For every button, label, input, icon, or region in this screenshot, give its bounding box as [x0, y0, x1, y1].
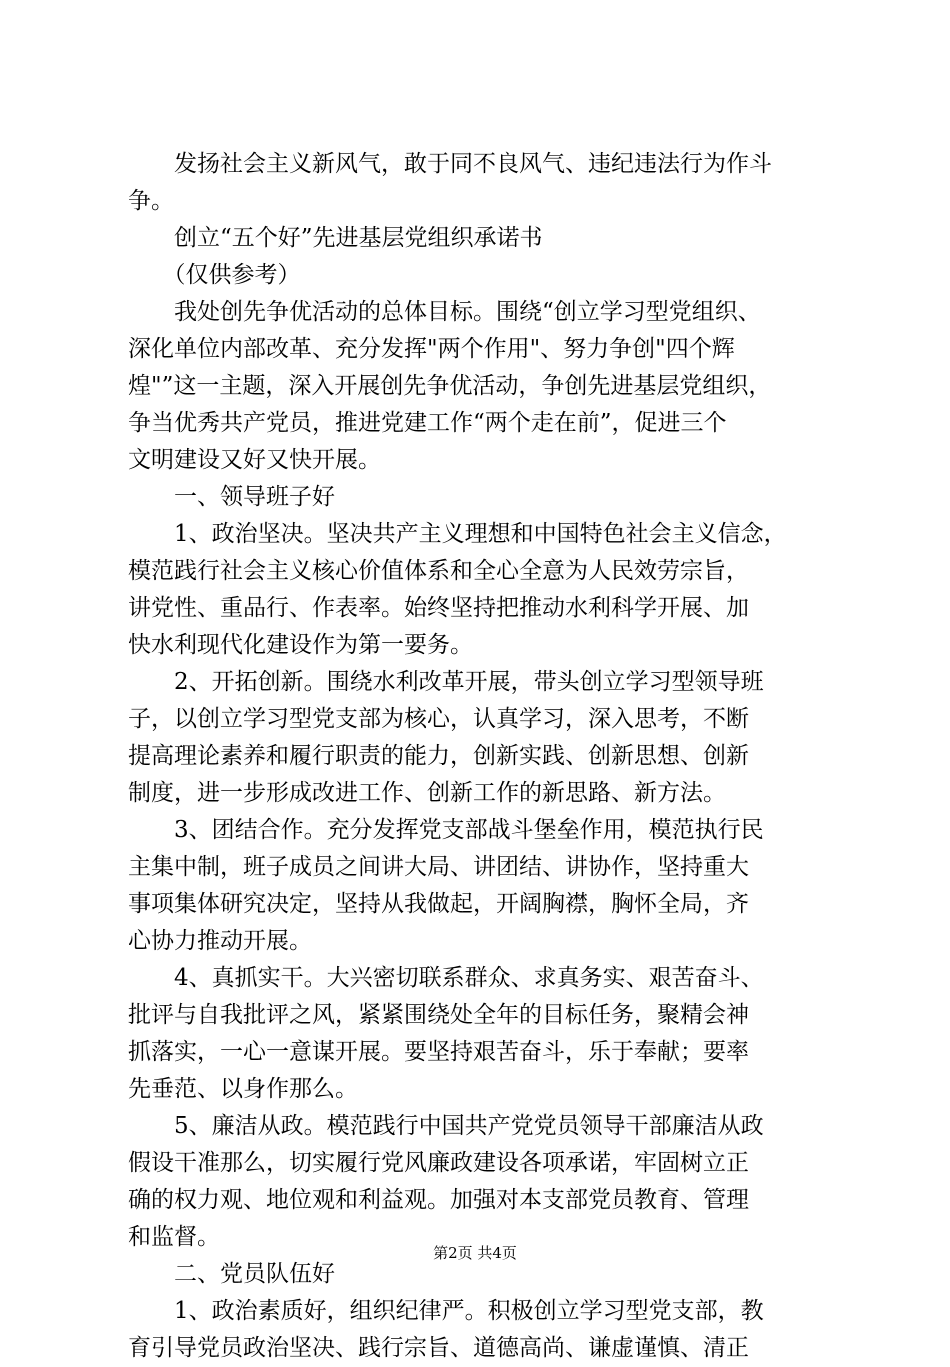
text-line: 1、政治坚决。坚决共产主义理想和中国特色社会主义信念， [128, 521, 787, 547]
text-line: 发扬社会主义新风气，敢于同不良风气、违纪违法行为作斗 [128, 151, 772, 177]
text-line: 育引导党员政治坚决、践行宗旨、道德高尚、谦虚谨慎、清正 [128, 1335, 749, 1361]
text-line: 我处创先争优活动的总体目标。围绕“创立学习型党组织、 [128, 299, 761, 325]
text-line: 模范践行社会主义核心价值体系和全心全意为人民效劳宗旨， [128, 558, 749, 584]
document-body [128, 146, 840, 1367]
text-line: 创立“五个好”先进基层党组织承诺书 [128, 225, 543, 251]
text-line: 文明建设又好又快开展。 [128, 447, 381, 473]
text-line: 一、领导班子好 [128, 484, 335, 510]
text-line: 深化单位内部改革、充分发挥"两个作用"、努力争创"四个辉 [128, 336, 735, 362]
text-line: 和监督。 [128, 1224, 220, 1250]
text-line: 制度，进一步形成改进工作、创新工作的新思路、新方法。 [128, 780, 726, 806]
text-line: 煌"”这一主题，深入开展创先争优活动，争创先进基层党组织， [128, 373, 772, 399]
text-line: 讲党性、重品行、作表率。始终坚持把推动水利科学开展、加 [128, 595, 749, 621]
text-line: 1、政治素质好，组织纪律严。积极创立学习型党支部，教 [128, 1298, 764, 1324]
text-line: 4、真抓实干。大兴密切联系群众、求真务实、艰苦奋斗、 [128, 965, 764, 991]
text-line: 提高理论素养和履行职责的能力，创新实践、创新思想、创新 [128, 743, 749, 769]
text-line: 主集中制，班子成员之间讲大局、讲团结、讲协作，坚持重大 [128, 854, 749, 880]
text-line: 2、开拓创新。围绕水利改革开展，带头创立学习型领导班 [128, 669, 764, 695]
text-line: 二、党员队伍好 [128, 1261, 335, 1287]
text-line: 事项集体研究决定，坚持从我做起，开阔胸襟，胸怀全局，齐 [128, 891, 749, 917]
text-line: 心协力推动开展。 [128, 928, 312, 954]
page-footer: 第2页 共4页 [433, 1244, 517, 1262]
text-line: 争。 [128, 188, 174, 214]
text-line: 子，以创立学习型党支部为核心，认真学习，深入思考，不断 [128, 706, 749, 732]
text-line: （仅供参考） [128, 262, 301, 288]
text-line: 5、廉洁从政。模范践行中国共产党党员领导干部廉洁从政 [128, 1113, 764, 1139]
text-line: 快水利现代化建设作为第一要务。 [128, 632, 473, 658]
text-line: 确的权力观、地位观和利益观。加强对本支部党员教育、管理 [128, 1187, 749, 1213]
text-line: 争当优秀共产党员，推进党建工作“两个走在前”，促进三个 [128, 410, 727, 436]
text-line: 抓落实，一心一意谋开展。要坚持艰苦奋斗，乐于奉献；要率 [128, 1039, 749, 1065]
text-line: 假设干准那么，切实履行党风廉政建设各项承诺，牢固树立正 [128, 1150, 749, 1176]
text-line: 先垂范、以身作那么。 [128, 1076, 358, 1102]
text-line: 批评与自我批评之风，紧紧围绕处全年的目标任务，聚精会神 [128, 1002, 749, 1028]
text-line: 3、团结合作。充分发挥党支部战斗堡垒作用，模范执行民 [128, 817, 764, 843]
